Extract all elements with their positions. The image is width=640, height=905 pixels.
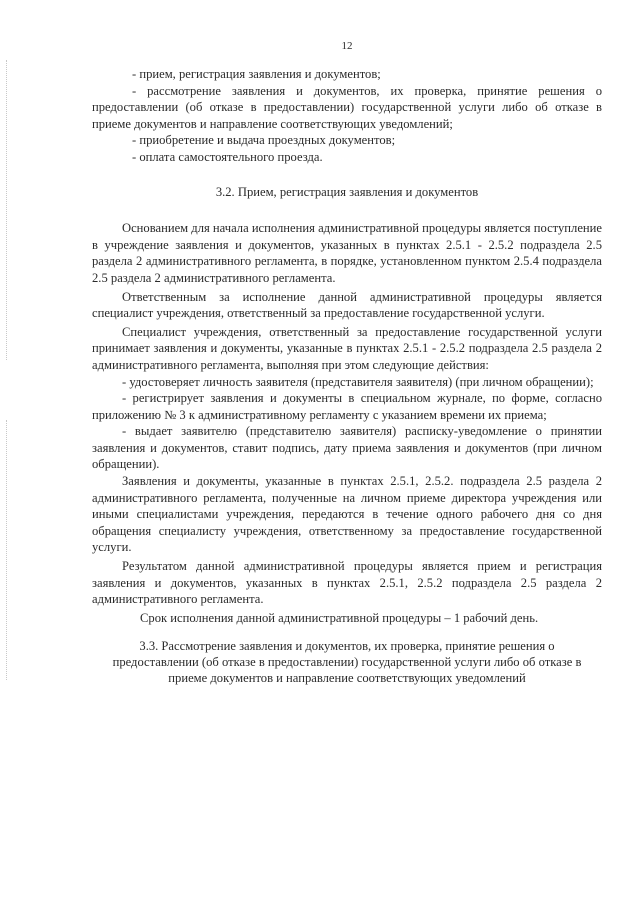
list-item: - прием, регистрация заявления и документов;: [132, 67, 381, 81]
action-item-receipt: - выдает заявителю (представителю заявителя) расписку-уведомление о принятии заявления и документов, ставит подпись, дату приема заявления и документов (при личном обращении).: [92, 424, 602, 472]
paragraph-term: Срок исполнения данной административной процедуры – 1 рабочий день.: [140, 610, 539, 625]
section-heading-3-2: 3.2. Прием, регистрация заявления и документов: [215, 184, 479, 199]
list-item: - приобретение и выдача проездных документов;: [132, 133, 396, 148]
paragraph-transfer: Заявления и документы, указанные в пунктах 2.5.1, 2.5.2. подраздела 2.5 раздела 2 административного регламента, полученные на личном приеме директора учреждения или иными специалистами учреждения, передаются в течение одного рабочего дня со дня обращения специалисту учреждения, ответственному за предоставление государственной услуги.: [92, 474, 602, 555]
paragraph-basis: Основанием для начала исполнения административной процедуры является поступление в учреждение заявления и документов, указанных в пунктах 2.5.1 - 2.5.2 подраздела 2.5 раздела 2 административного регламента, в порядке, установленном пунктом 2.5.4 подраздела 2.5 раздела 2 административного регламента.: [92, 221, 602, 285]
margin-scan-marks: [6, 60, 11, 360]
document-body: [92, 66, 602, 706]
paragraph-specialist-actions: Специалист учреждения, ответственный за предоставление государственной услуги принимает заявления и документы, указанные в пунктах 2.5.1 - 2.5.2 подраздела 2.5 раздела 2 административного регламента, выполняя при этом следующие действия:: [92, 324, 602, 372]
paragraph-responsible: Ответственным за исполнение данной административной процедуры является специалист учреждения, ответственный за предоставление государственной услуги.: [92, 289, 602, 321]
list-item: - оплата самостоятельного проезда.: [132, 149, 323, 164]
margin-scan-marks: [6, 420, 11, 680]
page-number: 12: [341, 40, 353, 52]
paragraph-result: Результатом данной административной процедуры является прием и регистрация заявления и документов, указанных в пунктах 2.5.1, 2.5.2 подраздела 2.5 раздела 2 административного регламента.: [92, 559, 602, 607]
list-item: - рассмотрение заявления и документов, их проверка, принятие решения о предоставлении (об отказе в предоставлении) государственной услуги либо об отказе в приеме документов и направление соответствующих уведомлений;: [92, 83, 602, 131]
action-item-register: - регистрирует заявления и документы в специальном журнале, по форме, согласно приложению № 3 к административному регламенту с указанием времени их приема;: [92, 391, 602, 422]
action-item-identity: - удостоверяет личность заявителя (представителя заявителя) (при личном обращении);: [122, 374, 594, 389]
document-page: [92, 0, 602, 905]
section-heading-3-3: 3.3. Рассмотрение заявления и документов, их проверка, принятие решения о предоставлении (об отказе в предоставлении) государственной услуги либо об отказе в приеме документов и направление соответствующих уведомлений: [112, 639, 582, 686]
